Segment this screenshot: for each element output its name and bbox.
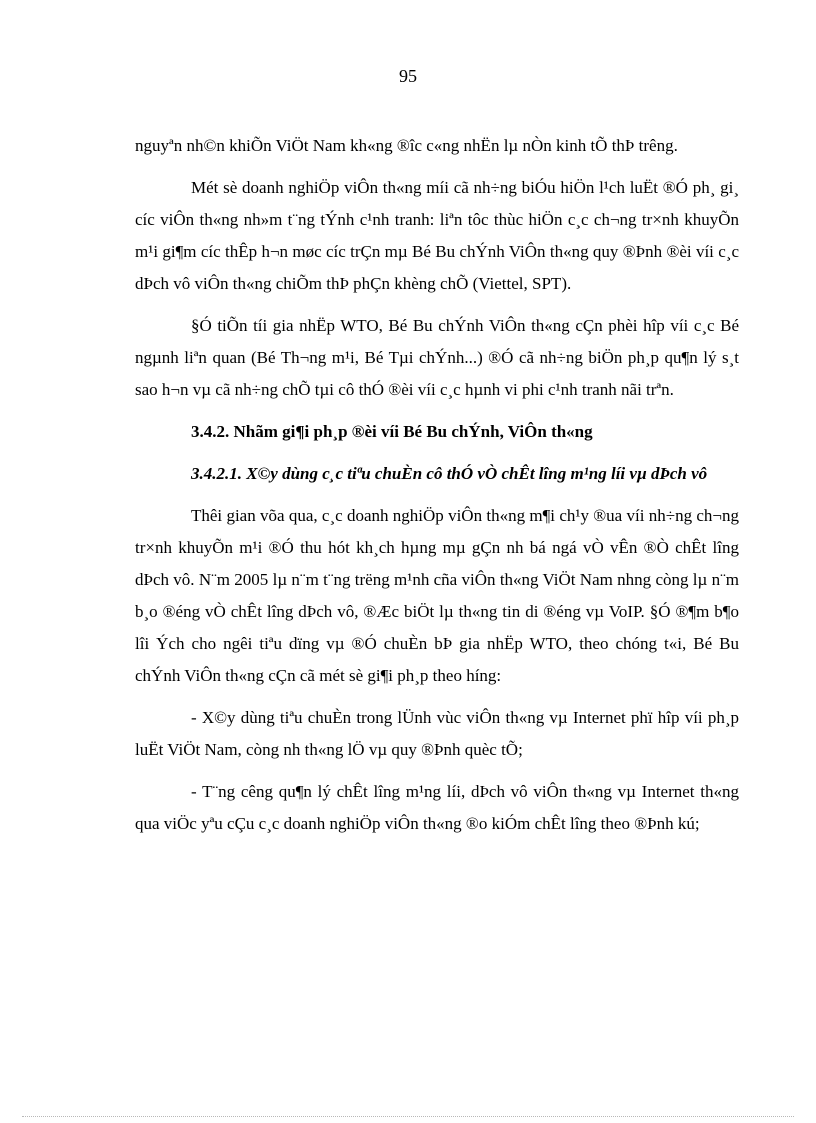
paragraph: §Ó tiÕn tíi gia nhËp WTO, Bé Bu chÝnh ViÔn th«ng cÇn phèi hîp víi c¸c Bé ngµnh liªn quan (Bé Th¬ng m¹i, Bé Tµi chÝnh...) ®Ó cã nh÷ng biÖn ph¸p qu¶n lý s¸t sao h¬n vµ cã nh÷ng chÕ tµi cô thÓ ®èi víi c¸c hµnh vi phi c¹nh tranh nãi trªn. <box>135 316 739 399</box>
body-text <box>135 130 739 840</box>
page-number: 95 <box>399 66 417 86</box>
list-item: - T¨ng cêng qu¶n lý chÊt lîng m¹ng líi, dÞch vô viÔn th«ng vµ Internet th«ng qua viÖc yªu cÇu c¸c doanh nghiÖp viÔn th«ng ®o kiÓm chÊt lîng theo ®Þnh kú; <box>135 782 739 833</box>
subsection-heading: 3.4.2.1. X©y dùng c¸c tiªu chuÈn cô thÓ vÒ chÊt lîng m¹ng líi vµ dÞch vô <box>191 464 708 483</box>
list-item: - X©y dùng tiªu chuÈn trong lÜnh vùc viÔn th«ng vµ Internet phï hîp víi ph¸p luËt ViÖt Nam, còng nh th«ng lÖ vµ quy ®Þnh quèc tÕ; <box>135 708 739 759</box>
paragraph: nguyªn nh©n khiÕn ViÖt Nam kh«ng ®îc c«ng nhËn lµ nÒn kinh tÕ thÞ trêng. <box>135 136 678 155</box>
paragraph: Thêi gian võa qua, c¸c doanh nghiÖp viÔn th«ng m¶i ch¹y ®ua víi nh÷ng ch¬ng tr×nh khuyÕn m¹i ®Ó thu hót kh¸ch hµng mµ gÇn nh bá ngá vÒ vÊn ®Ò chÊt lîng dÞch vô. N¨m 2005 lµ n¨m t¨ng trëng m¹nh cña viÔn th«ng ViÖt Nam nhng còng lµ n¨m b¸o ®éng vÒ chÊt lîng dÞch vô, ®Æc biÖt lµ th«ng tin di ®éng vµ VoIP. §Ó ®¶m b¶o lîi Ých cho ngêi tiªu dïng vµ ®Ó chuÈn bÞ gia nhËp WTO, theo chóng t«i, Bé Bu chÝnh ViÔn th«ng cÇn cã mét sè gi¶i ph¸p theo híng: <box>135 506 739 685</box>
section-heading: 3.4.2. Nhãm gi¶i ph¸p ®èi víi Bé Bu chÝnh, ViÔn th«ng <box>191 422 593 441</box>
paragraph: Mét sè doanh nghiÖp viÔn th«ng míi cã nh÷ng biÓu hiÖn l¹ch luËt ®Ó ph¸ gi¸ cíc viÔn th«ng nh»m t¨ng tÝnh c¹nh tranh: liªn tôc thùc hiÖn c¸c ch¬ng tr×nh khuyÕn m¹i gi¶m cíc thÊp h¬n møc cíc trÇn mµ Bé Bu chÝnh ViÔn th«ng quy ®Þnh ®èi víi c¸c dÞch vô viÔn th«ng chiÕm thÞ phÇn khèng chÕ (Viettel, SPT). <box>135 178 739 293</box>
page-bottom-divider <box>22 1116 794 1117</box>
